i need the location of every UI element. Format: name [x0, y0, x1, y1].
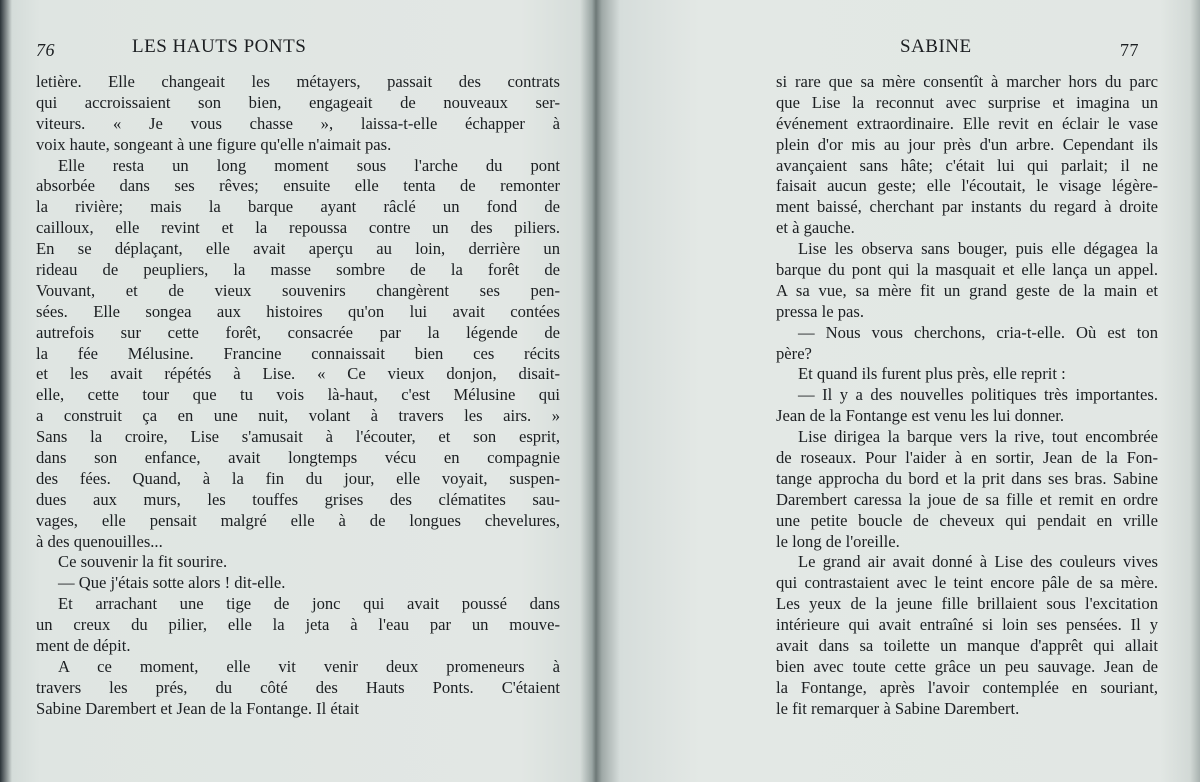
text-line: si rare que sa mère consentît à marcher hors du parc	[776, 72, 1158, 91]
text-line: des fées. Quand, à la fin du jour, elle voyait, suspen-	[36, 468, 560, 488]
text-line: Lise dirigea la barque vers la rive, tout encombrée	[798, 427, 1158, 447]
text-line: bien avec toute cette grâce un peu sauvage. Jean de	[776, 656, 1158, 676]
left-page-header	[36, 36, 576, 62]
text-line: Ce souvenir la fit sourire.	[58, 552, 228, 572]
text-line: autrefois sur cette forêt, consacrée par la légende de	[36, 322, 560, 342]
text-line: Vouvant, et de vieux souvenirs changèrent ses pen-	[36, 280, 560, 300]
running-head: LES HAUTS PONTS	[132, 36, 307, 57]
text-line: Jean de la Fontange est venu les lui donner.	[776, 406, 1065, 426]
text-line: rideau de peupliers, la masse sombre de la forêt de	[36, 260, 560, 280]
text-line: A sa vue, sa mère fit un grand geste de la main et	[776, 280, 1158, 300]
left-page-text	[36, 72, 560, 720]
text-line: — Nous vous cherchons, cria-t-elle. Où est ton	[798, 322, 1158, 342]
text-line: barque du pont qui la masquait et elle lança un appel.	[776, 260, 1158, 280]
text-line: ment de dépit.	[36, 636, 131, 656]
text-line: plein d'or mis au jour près d'un arbre. Cependant ils	[776, 134, 1158, 154]
text-line: intérieure qui avait entraîné si loin ses pensées. Il y	[776, 615, 1158, 635]
text-line: travers les prés, du côté des Hauts Ponts. C'étaient	[36, 677, 560, 697]
text-line: avançaient sans hâte; c'était lui qui parlait; il ne	[776, 155, 1158, 175]
text-line: dans son enfance, avait longtemps vécu en compagnie	[36, 448, 560, 468]
text-line: la rivière; mais la barque ayant râclé un fond de	[36, 197, 560, 217]
text-line: et à gauche.	[776, 218, 855, 238]
text-line: un creux du pilier, elle la jeta à l'eau par un mouve-	[36, 615, 560, 635]
text-line: — Il y a des nouvelles politiques très importantes.	[798, 385, 1158, 405]
page-number: 77	[1120, 40, 1139, 60]
right-page-header	[780, 36, 1170, 62]
text-line: de roseaux. Pour l'aider à en sortir, Jean de la Fon-	[776, 448, 1158, 468]
text-line: la Fontange, après l'avoir contemplée en souriant,	[776, 677, 1158, 697]
text-line: Lise les observa sans bouger, puis elle dégagea la	[798, 239, 1158, 259]
text-line: dues aux murs, les touffes grises des clématites sau-	[36, 489, 560, 509]
text-line: avait dans sa toilette un manque d'apprêt qui allait	[776, 636, 1158, 656]
text-line: A ce moment, elle vit venir deux promeneurs à	[58, 656, 560, 676]
text-line: qui contrastaient avec le teint encore pâle de sa mère.	[776, 573, 1158, 593]
left-page	[24, 0, 584, 782]
text-line: cailloux, elle revint et la repoussa contre un des piliers.	[36, 218, 560, 238]
right-page-text	[776, 72, 1158, 720]
text-line: letière. Elle changeait les métayers, passait des contrats	[36, 72, 560, 91]
text-line: Les yeux de la jeune fille brillaient sous l'excitation	[776, 594, 1158, 614]
text-line: absorbée dans ses rêves; ensuite elle tenta de remonter	[36, 176, 560, 196]
text-line: sées. Elle songea aux histoires qu'on lui avait contées	[36, 301, 560, 321]
text-line: qui accroissaient son bien, engageait de nouveaux ser-	[36, 92, 560, 112]
text-line: Et arrachant une tige de jonc qui avait poussé dans	[58, 594, 560, 614]
text-line: ment baissé, cherchant par instants du regard à droite	[776, 197, 1158, 217]
text-line: elle, cette tour que tu vois là-haut, c'est Mélusine qui	[36, 385, 560, 405]
page-number: 76	[36, 40, 55, 60]
text-line: le long de l'oreille.	[776, 531, 900, 551]
text-line: à des quenouilles...	[36, 531, 163, 551]
text-line: la fée Mélusine. Francine connaissait bien ces récits	[36, 343, 560, 363]
text-line: que Lise la reconnut avec surprise et imagina un	[776, 92, 1158, 112]
running-head: SABINE	[900, 36, 972, 57]
text-line: Et quand ils furent plus près, elle reprit :	[798, 364, 1066, 384]
text-line: événement extraordinaire. Elle revit en éclair le vase	[776, 113, 1158, 133]
text-line: Sans la croire, Lise s'amusait à l'écouter, et son esprit,	[36, 427, 560, 447]
text-line: vages, elle pensait malgré elle à de longues chevelures,	[36, 510, 560, 530]
text-line: faisait aucun geste; elle l'écoutait, le visage légère-	[776, 176, 1158, 196]
text-line: père?	[776, 343, 812, 363]
text-line: Elle resta un long moment sous l'arche du pont	[58, 155, 560, 175]
text-line: le fit remarquer à Sabine Darembert.	[776, 698, 1020, 718]
text-line: viteurs. « Je vous chasse », laissa-t-elle échapper à	[36, 113, 560, 133]
text-line: voix haute, songeant à une figure qu'elle n'aimait pas.	[36, 134, 392, 154]
text-line: Darembert caressa la joue de sa fille et remit en ordre	[776, 489, 1158, 509]
text-line: une petite boucle de cheveux qui pendait en vrille	[776, 510, 1158, 530]
text-line: — Que j'étais sotte alors ! dit-elle.	[58, 573, 286, 593]
text-line: a construit ça en une nuit, volant à travers les airs. »	[36, 406, 560, 426]
right-page	[600, 0, 1190, 782]
text-line: pressa le pas.	[776, 301, 865, 321]
text-line: tange approcha du bord et la prit dans ses bras. Sabine	[776, 468, 1158, 488]
text-line: En se déplaçant, elle avait aperçu au loin, derrière un	[36, 239, 560, 259]
text-line: et les avait répétés à Lise. « Ce vieux donjon, disait-	[36, 364, 560, 384]
text-line: Sabine Darembert et Jean de la Fontange. Il était	[36, 698, 359, 718]
text-line: Le grand air avait donné à Lise des couleurs vives	[798, 552, 1158, 572]
